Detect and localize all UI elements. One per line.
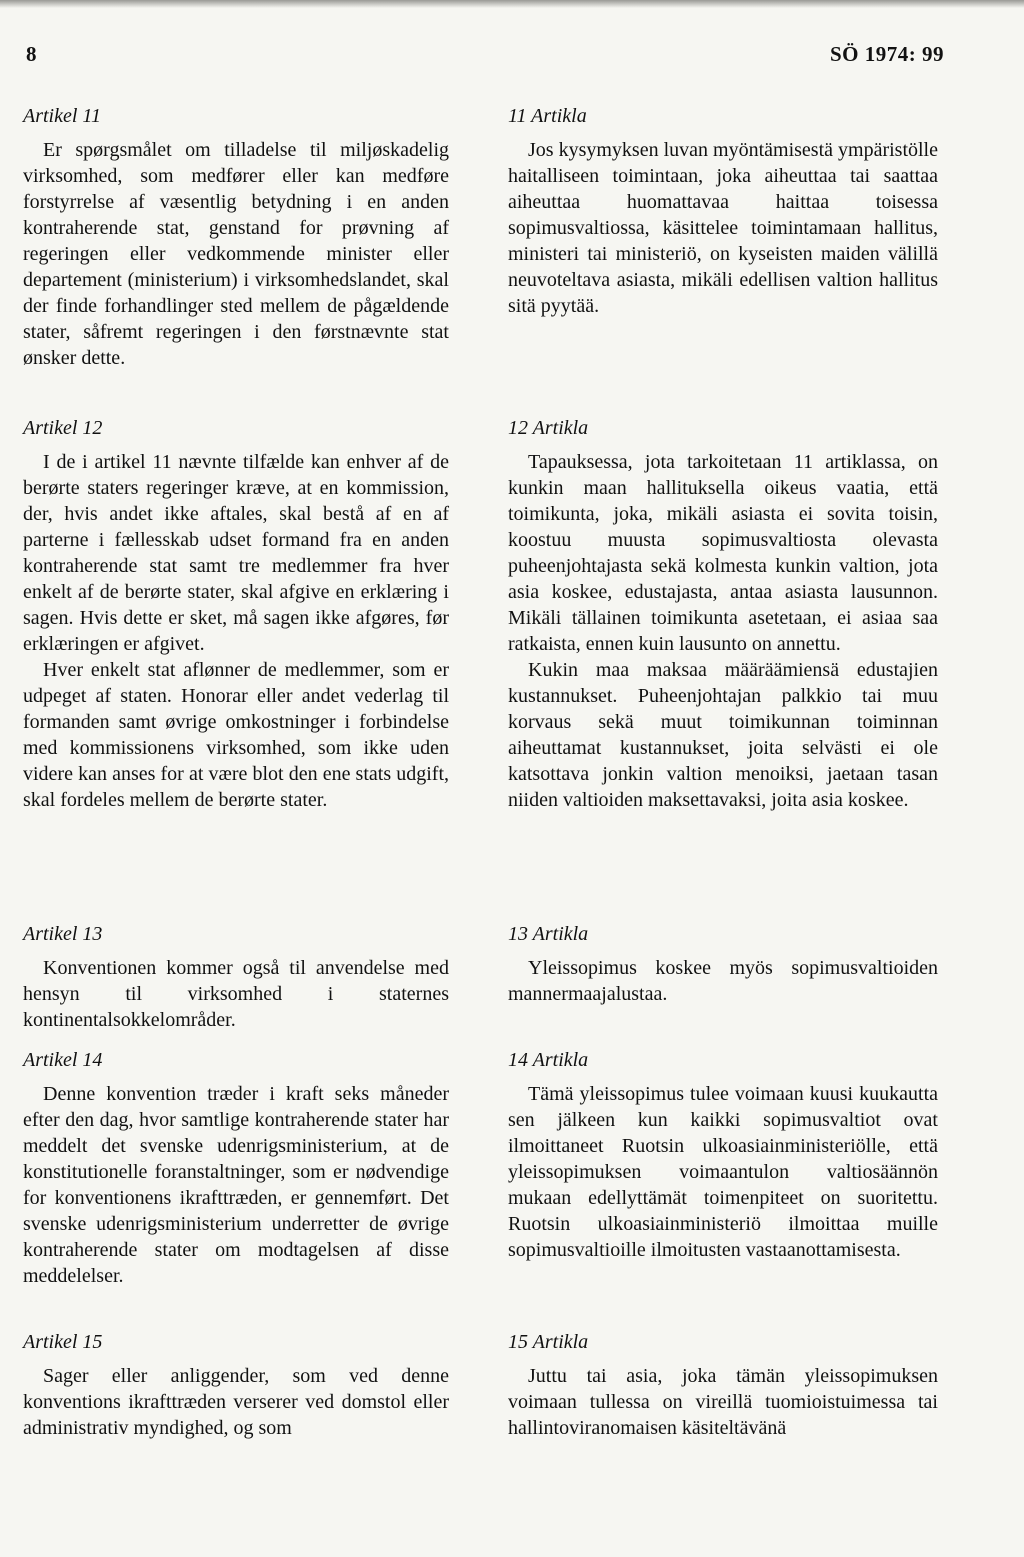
danish-article-11 xyxy=(23,103,449,371)
article-paragraph: Jos kysymyksen luvan myöntämisestä ympäristölle haitalliseen toimintaan, joka aiheuttaa tai saattaa aiheuttaa huomattavaa haittaa toisessa sopimusvaltiossa, käsittelee toimintamaan hallitus, ministeri tai ministeriö, on kyseisten maiden välillä neuvoteltava asiasta, mikäli edellisen valtion hallitus sitä pyytää. xyxy=(508,139,938,317)
finnish-article-11 xyxy=(508,103,938,319)
article-paragraph: Yleissopimus koskee myös sopimusvaltioiden mannermaajalustaa. xyxy=(508,957,938,1005)
danish-article-13 xyxy=(23,921,449,1033)
article-heading: 14 Artikla xyxy=(508,1049,589,1071)
article-heading: 13 Artikla xyxy=(508,923,589,945)
page-number: 8 xyxy=(26,42,38,66)
scan-top-edge xyxy=(0,0,1024,8)
article-paragraph: Sager eller anliggender, som ved denne konventions ikrafttræden verserer ved domstol eller administrativ myndighed, og som xyxy=(23,1365,449,1439)
article-paragraph: Juttu tai asia, joka tämän yleissopimuksen voimaan tullessa on vireillä tuomioistuimessa tai hallintoviranomaisen käsiteltävänä xyxy=(508,1365,938,1439)
article-paragraph: Konventionen kommer også til anvendelse med hensyn til virksomhed i staternes kontinentalsokkelområder. xyxy=(23,957,449,1031)
article-paragraph: Denne konvention træder i kraft seks måneder efter den dag, hvor samtlige kontraherende stater har meddelt det svenske udenrigsministerium, at de konstitutionelle foranstaltninger, som er nødvendige for konventionens ikrafttræden, er gennemført. Det svenske udenrigsministerium underretter de øvrige kontraherende stater om modtagelsen af disse meddelelser. xyxy=(23,1083,449,1287)
finnish-article-14 xyxy=(508,1047,938,1263)
article-paragraph: Tapauksessa, jota tarkoitetaan 11 artiklassa, on kunkin maan hallituksella oikeus vaatia, että toimikunta, joka, mikäli asiasta ei sovita toisin, koostuu muusta sopimusvaltiosta olevasta puheenjohtajasta sekä kolmesta kunkin valtion, jota asia koskee, edustajasta, antaa asiasta lausunnon. Mikäli tällainen toimikunta asetetaan, ei asiaa saa ratkaista, ennen kuin lausunto on annettu. xyxy=(508,451,938,655)
article-paragraph: Tämä yleissopimus tulee voimaan kuusi kuukautta sen jälkeen kun kaikki sopimusvaltiot ovat ilmoittaneet Ruotsin ulkoasiainministeriölle, että yleissopimuksen voimaantulon valtiosäännön mukaan edellyttämät toimenpiteet on suoritettu. Ruotsin ulkoasiainministeriö ilmoittaa muille sopimusvaltioille ilmoitusten vastaanottamisesta. xyxy=(508,1083,938,1261)
article-heading: Artikel 13 xyxy=(23,923,103,945)
danish-article-14 xyxy=(23,1047,449,1289)
finnish-article-12 xyxy=(508,415,938,813)
running-head: SÖ 1974: 99 xyxy=(829,42,944,66)
article-heading: Artikel 12 xyxy=(23,417,103,439)
article-heading: 12 Artikla xyxy=(508,417,589,439)
finnish-article-15 xyxy=(508,1329,938,1441)
article-paragraph: Hver enkelt stat aflønner de medlemmer, som er udpeget af staten. Honorar eller andet vederlag til formanden samt øvrige omkostninger i forbindelse med kommissionens virksomhed, som ikke uden videre kan anses for at være blot den ene stats udgift, skal fordeles mellem de berørte stater. xyxy=(23,659,449,811)
danish-article-12 xyxy=(23,415,449,813)
article-heading: 11 Artikla xyxy=(508,105,587,127)
article-paragraph: Er spørgsmålet om tilladelse til miljøskadelig virksomhed, som medfører eller kan medføre forstyrrelse af væsentlig betydning i en anden kontraherende stat, genstand for prøvning af regeringen eller vedkommende minister eller departement (ministerium) i virksomhedslandet, skal der finde forhandlinger sted mellem de pågældende stater, såfremt regeringen i den førstnævnte stat ønsker dette. xyxy=(23,139,449,369)
article-heading: Artikel 14 xyxy=(23,1049,103,1071)
article-heading: Artikel 15 xyxy=(23,1331,103,1353)
article-paragraph: Kukin maa maksaa määräämiensä edustajien kustannukset. Puheenjohtajan palkkio tai muu korvaus sekä muut toimikunnan toiminnan aiheuttamat kustannukset, joita selvästi ei ole katsottava jonkin valtion menoiksi, jaetaan tasan niiden valtioiden maksettavaksi, joita asia koskee. xyxy=(508,659,938,811)
finnish-article-13 xyxy=(508,921,938,1007)
article-heading: 15 Artikla xyxy=(508,1331,589,1353)
article-heading: Artikel 11 xyxy=(23,105,101,127)
article-paragraph: I de i artikel 11 nævnte tilfælde kan enhver af de berørte staters regeringer kræve, at en kommission, der, hvis andet ikke aftales, skal bestå af en af parterne i fællesskab udset formand fra en anden kontraherende stat samt tre medlemmer fra hver enkelt af de berørte stater, skal afgive en erklæring i sagen. Hvis dette er sket, må sagen ikke afgøres, før erklæringen er afgivet. xyxy=(23,451,449,655)
danish-article-15 xyxy=(23,1329,449,1441)
